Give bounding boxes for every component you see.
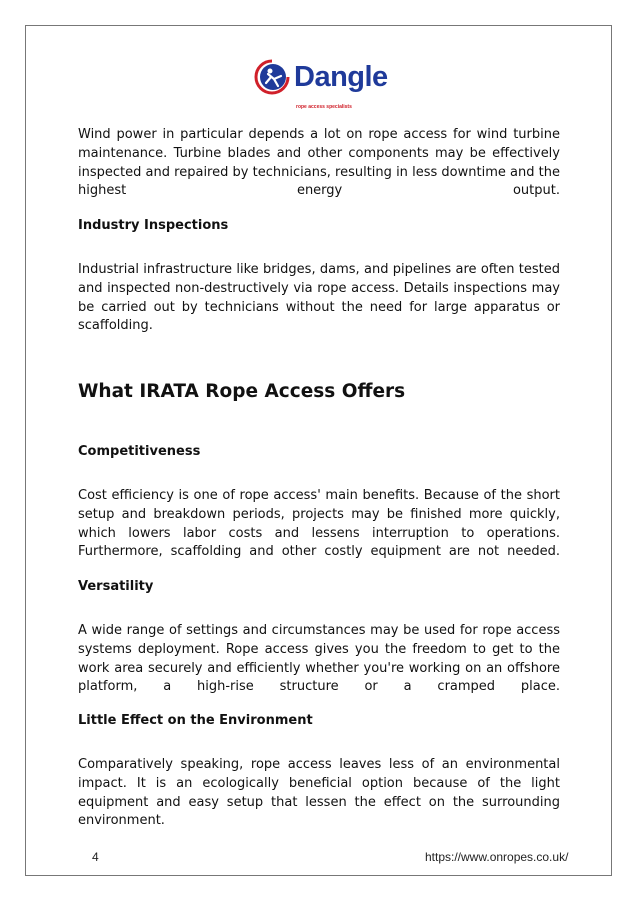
- dangle-logo: [254, 55, 388, 110]
- paragraph-environment: Comparatively speaking, rope access leaves less of an environmental impact. It is an ecologically beneficial option because of the light equipment and easy setup that lessen the effect on the surrounding environment.: [78, 757, 560, 829]
- footer-url[interactable]: https://www.onropes.co.uk/: [425, 850, 569, 864]
- page-number: 4: [92, 850, 99, 864]
- logo-tagline: rope access specialists: [296, 104, 352, 110]
- paragraph-competitiveness: Cost efficiency is one of rope access' main benefits. Because of the short setup and breakdown periods, projects may be finished more quickly, which lowers labor costs and lessens interruption to operations. Furthermore, scaffolding and other costly equipment are not needed.: [78, 488, 560, 560]
- heading-environment: Little Effect on the Environment: [78, 713, 313, 728]
- heading-versatility: Versatility: [78, 579, 154, 594]
- paragraph-versatility: A wide range of settings and circumstances may be used for rope access systems deployment. Rope access gives you the freedom to get to the work area securely and efficiently whether you're working on an offshore platform, a high-rise structure or a cramped place.: [78, 623, 560, 695]
- heading-competitiveness: Competitiveness: [78, 444, 201, 459]
- paragraph-wind-power: Wind power in particular depends a lot on rope access for wind turbine maintenance. Turbine blades and other components may be effectively inspected and repaired by technicians, resulting in less downtime and the highest energy output.: [78, 127, 560, 199]
- paragraph-industry-inspections: Industrial infrastructure like bridges, dams, and pipelines are often tested and inspected non-destructively via rope access. Details inspections may be carried out by technicians without the need for large apparatus or scaffolding.: [78, 262, 560, 334]
- logo-wordmark: Dangle rope access specialists: [294, 62, 388, 92]
- climber-emblem-icon: [254, 59, 290, 95]
- heading-industry-inspections: Industry Inspections: [78, 218, 229, 233]
- heading-irata-offers: What IRATA Rope Access Offers: [78, 381, 406, 402]
